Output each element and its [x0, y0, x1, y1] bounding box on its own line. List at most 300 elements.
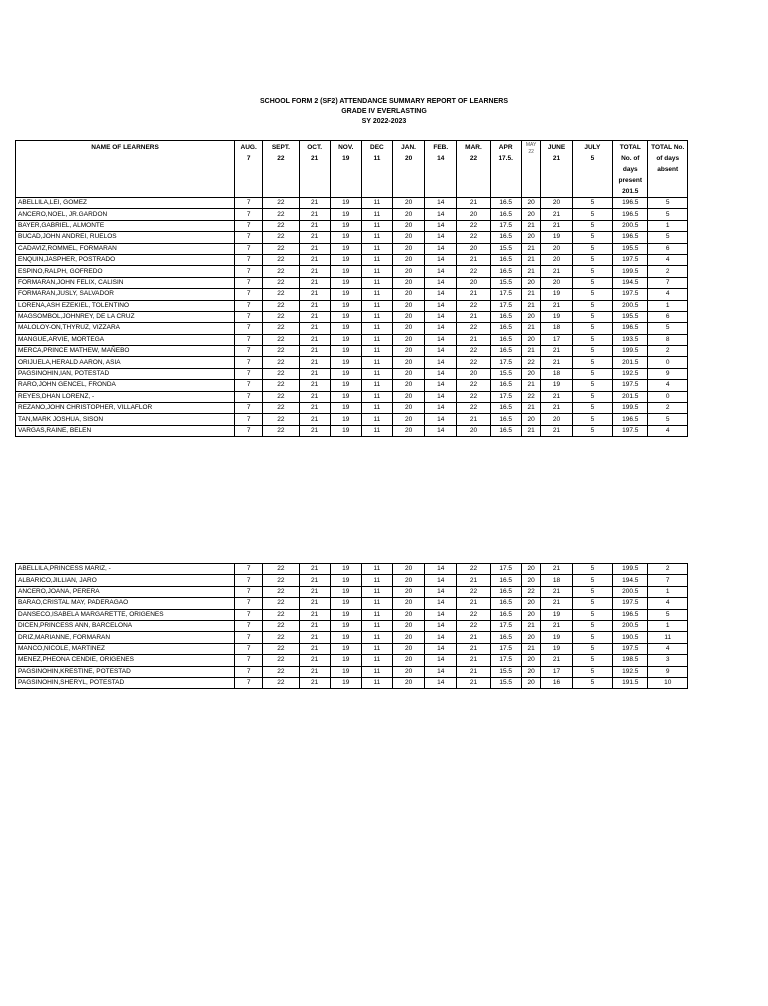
attendance-cell: 7 [235, 243, 263, 254]
attendance-cell: 11 [361, 391, 392, 402]
attendance-cell: 22 [457, 323, 490, 334]
attendance-cell: 21 [299, 403, 330, 414]
attendance-cell: 20 [392, 300, 424, 311]
attendance-cell: 20 [521, 209, 541, 220]
attendance-cell: 5 [572, 323, 613, 334]
attendance-cell: 19 [330, 575, 361, 586]
attendance-cell: 11 [361, 620, 392, 631]
attendance-cell: 22 [263, 598, 299, 609]
attendance-cell: 22 [263, 564, 299, 575]
attendance-cell: 20 [392, 243, 424, 254]
attendance-cell: 11 [648, 632, 688, 643]
attendance-cell: 20 [392, 289, 424, 300]
learner-name: MANGUE,ARVIE, MORTEGA [16, 334, 235, 345]
attendance-cell: 11 [361, 575, 392, 586]
header-sept: SEPT. 22 [263, 141, 299, 198]
attendance-cell: 16.5 [490, 266, 521, 277]
attendance-cell: 4 [648, 425, 688, 436]
attendance-cell: 21 [541, 598, 572, 609]
attendance-cell: 21 [521, 254, 541, 265]
attendance-cell: 17 [541, 334, 572, 345]
attendance-cell: 7 [235, 655, 263, 666]
attendance-cell: 197.5 [613, 380, 648, 391]
learner-name: PAGSINOHIN,KRESTINE, POTESTAD [16, 666, 235, 677]
attendance-cell: 4 [648, 289, 688, 300]
attendance-cell: 17 [541, 666, 572, 677]
attendance-cell: 7 [235, 620, 263, 631]
attendance-cell: 20 [392, 586, 424, 597]
attendance-cell: 0 [648, 357, 688, 368]
attendance-cell: 14 [425, 609, 457, 620]
attendance-cell: 20 [392, 254, 424, 265]
attendance-cell: 20 [392, 266, 424, 277]
attendance-cell: 19 [541, 609, 572, 620]
attendance-cell: 22 [457, 357, 490, 368]
attendance-cell: 21 [521, 300, 541, 311]
attendance-cell: 5 [572, 289, 613, 300]
attendance-cell: 5 [572, 643, 613, 654]
attendance-cell: 19 [330, 266, 361, 277]
attendance-cell: 7 [235, 380, 263, 391]
attendance-cell: 20 [392, 209, 424, 220]
table-row [16, 357, 688, 368]
attendance-cell: 20 [521, 677, 541, 688]
attendance-cell: 21 [299, 289, 330, 300]
attendance-cell: 16.5 [490, 414, 521, 425]
attendance-cell: 14 [425, 266, 457, 277]
attendance-cell: 5 [572, 380, 613, 391]
learner-name: ORIJUELA,HERALD AARON, ASIA [16, 357, 235, 368]
attendance-cell: 195.5 [613, 311, 648, 322]
header-dec: DEC 11 [361, 141, 392, 198]
attendance-cell: 19 [330, 277, 361, 288]
header-total-present: TOTAL No. of days present 201.5 [613, 141, 648, 198]
attendance-cell: 7 [235, 425, 263, 436]
attendance-cell: 21 [521, 323, 541, 334]
attendance-cell: 7 [235, 346, 263, 357]
attendance-cell: 22 [263, 643, 299, 654]
attendance-cell: 22 [263, 368, 299, 379]
header-may: MAY 22 [521, 141, 541, 198]
header-apr: APR 17.5. [490, 141, 521, 198]
attendance-cell: 1 [648, 586, 688, 597]
header-mar: MAR. 22 [457, 141, 490, 198]
attendance-cell: 10 [648, 677, 688, 688]
attendance-cell: 197.5 [613, 254, 648, 265]
attendance-cell: 7 [235, 368, 263, 379]
attendance-cell: 21 [521, 380, 541, 391]
attendance-cell: 16.5 [490, 209, 521, 220]
attendance-cell: 11 [361, 311, 392, 322]
attendance-cell: 19 [330, 243, 361, 254]
learner-name: MANCO,NICOLE, MARTINEZ [16, 643, 235, 654]
attendance-cell: 19 [330, 368, 361, 379]
attendance-cell: 14 [425, 209, 457, 220]
attendance-cell: 201.5 [613, 391, 648, 402]
attendance-cell: 11 [361, 414, 392, 425]
attendance-cell: 22 [521, 586, 541, 597]
attendance-cell: 16.5 [490, 334, 521, 345]
attendance-cell: 17.5 [490, 620, 521, 631]
attendance-cell: 1 [648, 300, 688, 311]
attendance-cell: 22 [457, 564, 490, 575]
attendance-cell: 19 [330, 564, 361, 575]
attendance-cell: 20 [457, 368, 490, 379]
attendance-cell: 20 [392, 391, 424, 402]
attendance-cell: 21 [299, 346, 330, 357]
attendance-cell: 20 [392, 666, 424, 677]
attendance-cell: 14 [425, 357, 457, 368]
attendance-cell: 11 [361, 266, 392, 277]
table-row [16, 425, 688, 436]
attendance-cell: 5 [572, 632, 613, 643]
attendance-cell: 20 [521, 609, 541, 620]
attendance-cell: 11 [361, 323, 392, 334]
attendance-cell: 20 [392, 334, 424, 345]
attendance-cell: 20 [521, 334, 541, 345]
attendance-cell: 22 [263, 586, 299, 597]
attendance-cell: 3 [648, 655, 688, 666]
attendance-cell: 21 [521, 403, 541, 414]
table-row [16, 266, 688, 277]
table-row [16, 643, 688, 654]
attendance-cell: 5 [572, 357, 613, 368]
attendance-cell: 20 [392, 403, 424, 414]
table-row [16, 632, 688, 643]
attendance-cell: 19 [330, 334, 361, 345]
attendance-cell: 19 [330, 414, 361, 425]
attendance-cell: 14 [425, 311, 457, 322]
table-row [16, 289, 688, 300]
attendance-cell: 14 [425, 300, 457, 311]
attendance-cell: 5 [572, 346, 613, 357]
attendance-cell: 22 [263, 575, 299, 586]
attendance-cell: 20 [392, 368, 424, 379]
header-july: JULY 5 [572, 141, 613, 198]
attendance-cell: 21 [541, 346, 572, 357]
attendance-cell: 20 [521, 368, 541, 379]
attendance-cell: 14 [425, 323, 457, 334]
attendance-cell: 11 [361, 300, 392, 311]
learner-name: ABELLILA,PRINCESS MARIZ, - [16, 564, 235, 575]
attendance-cell: 22 [263, 357, 299, 368]
attendance-cell: 11 [361, 677, 392, 688]
attendance-cell: 11 [361, 232, 392, 243]
attendance-cell: 21 [457, 334, 490, 345]
attendance-cell: 16.5 [490, 609, 521, 620]
attendance-cell: 21 [299, 414, 330, 425]
attendance-cell: 5 [648, 414, 688, 425]
attendance-cell: 22 [263, 254, 299, 265]
learner-name: TAN,MARK JOSHUA, SISON [16, 414, 235, 425]
attendance-cell: 19 [330, 632, 361, 643]
attendance-cell: 20 [392, 632, 424, 643]
attendance-cell: 11 [361, 666, 392, 677]
attendance-cell: 20 [392, 323, 424, 334]
attendance-cell: 21 [457, 677, 490, 688]
attendance-cell: 11 [361, 425, 392, 436]
attendance-cell: 22 [457, 586, 490, 597]
attendance-cell: 7 [235, 357, 263, 368]
attendance-cell: 196.5 [613, 323, 648, 334]
attendance-cell: 19 [330, 357, 361, 368]
attendance-cell: 5 [572, 609, 613, 620]
table-row [16, 609, 688, 620]
table-row [16, 323, 688, 334]
attendance-cell: 195.5 [613, 243, 648, 254]
attendance-cell: 22 [263, 655, 299, 666]
attendance-cell: 200.5 [613, 220, 648, 231]
learner-name: ALBARICO,JILLIAN, JARO [16, 575, 235, 586]
attendance-cell: 21 [521, 220, 541, 231]
attendance-cell: 21 [541, 391, 572, 402]
attendance-cell: 7 [235, 586, 263, 597]
attendance-cell: 21 [299, 586, 330, 597]
attendance-cell: 7 [648, 277, 688, 288]
attendance-cell: 7 [235, 391, 263, 402]
attendance-cell: 7 [235, 254, 263, 265]
attendance-cell: 19 [330, 425, 361, 436]
attendance-cell: 21 [457, 198, 490, 209]
attendance-cell: 22 [263, 243, 299, 254]
attendance-cell: 21 [299, 564, 330, 575]
attendance-cell: 5 [572, 220, 613, 231]
attendance-cell: 22 [263, 609, 299, 620]
attendance-cell: 197.5 [613, 643, 648, 654]
attendance-cell: 5 [572, 277, 613, 288]
attendance-cell: 7 [648, 575, 688, 586]
table-row [16, 380, 688, 391]
attendance-cell: 14 [425, 564, 457, 575]
attendance-cell: 14 [425, 243, 457, 254]
attendance-cell: 7 [235, 266, 263, 277]
attendance-cell: 15.5 [490, 666, 521, 677]
attendance-cell: 14 [425, 666, 457, 677]
attendance-cell: 5 [648, 198, 688, 209]
table-row [16, 334, 688, 345]
attendance-cell: 21 [521, 266, 541, 277]
attendance-cell: 19 [330, 311, 361, 322]
attendance-cell: 16.5 [490, 598, 521, 609]
header-oct: OCT. 21 [299, 141, 330, 198]
table-row [16, 598, 688, 609]
attendance-cell: 20 [521, 564, 541, 575]
attendance-cell: 22 [263, 311, 299, 322]
attendance-cell: 19 [541, 311, 572, 322]
report-school-year: SY 2022-2023 [361, 118, 407, 125]
table-row [16, 300, 688, 311]
header-nov: NOV. 19 [330, 141, 361, 198]
learner-name: BUCAD,JOHN ANDREI, RUELOS [16, 232, 235, 243]
attendance-cell: 14 [425, 391, 457, 402]
attendance-cell: 11 [361, 564, 392, 575]
attendance-cell: 14 [425, 368, 457, 379]
attendance-cell: 15.5 [490, 368, 521, 379]
attendance-cell: 19 [330, 232, 361, 243]
learner-name: BARAO,CRISTAL MAY, PADERAGAO [16, 598, 235, 609]
attendance-cell: 5 [572, 232, 613, 243]
attendance-cell: 19 [330, 300, 361, 311]
attendance-cell: 14 [425, 198, 457, 209]
header-name-of-learners: NAME OF LEARNERS [16, 141, 235, 198]
attendance-cell: 11 [361, 586, 392, 597]
attendance-cell: 20 [392, 677, 424, 688]
attendance-cell: 17.5 [490, 391, 521, 402]
attendance-cell: 14 [425, 620, 457, 631]
attendance-cell: 4 [648, 598, 688, 609]
attendance-cell: 7 [235, 198, 263, 209]
attendance-cell: 20 [392, 643, 424, 654]
attendance-cell: 19 [330, 254, 361, 265]
attendance-table-group-1 [15, 140, 688, 437]
attendance-cell: 21 [521, 643, 541, 654]
attendance-cell: 190.5 [613, 632, 648, 643]
attendance-cell: 9 [648, 368, 688, 379]
attendance-cell: 14 [425, 232, 457, 243]
attendance-cell: 19 [330, 403, 361, 414]
table-row [16, 391, 688, 402]
attendance-cell: 22 [457, 391, 490, 402]
attendance-cell: 20 [392, 425, 424, 436]
attendance-cell: 21 [299, 575, 330, 586]
attendance-cell: 21 [541, 266, 572, 277]
table-row [16, 620, 688, 631]
attendance-cell: 19 [541, 289, 572, 300]
attendance-cell: 21 [299, 266, 330, 277]
attendance-cell: 18 [541, 323, 572, 334]
learner-name: DANSECO,ISABELA MARGARETTE, ORIGENES [16, 609, 235, 620]
attendance-cell: 16.5 [490, 198, 521, 209]
learner-name: LORENA,ASH EZEKIEL, TOLENTINO [16, 300, 235, 311]
attendance-cell: 198.5 [613, 655, 648, 666]
learner-name: MERCA,PRINCE MATHEW, MAÑEBO [16, 346, 235, 357]
attendance-cell: 20 [392, 564, 424, 575]
attendance-cell: 20 [541, 198, 572, 209]
learner-name: CADAVIZ,ROMMEL, FORMARAN [16, 243, 235, 254]
attendance-cell: 197.5 [613, 289, 648, 300]
attendance-cell: 22 [263, 414, 299, 425]
attendance-cell: 14 [425, 277, 457, 288]
learner-name: ESPINO,RALPH, GOFREDO [16, 266, 235, 277]
attendance-cell: 16 [541, 677, 572, 688]
attendance-cell: 11 [361, 243, 392, 254]
table-row [16, 220, 688, 231]
attendance-cell: 19 [330, 586, 361, 597]
attendance-cell: 21 [541, 620, 572, 631]
attendance-cell: 14 [425, 254, 457, 265]
table-row [16, 586, 688, 597]
attendance-cell: 21 [299, 198, 330, 209]
attendance-cell: 194.5 [613, 575, 648, 586]
table-row [16, 243, 688, 254]
attendance-cell: 22 [263, 403, 299, 414]
attendance-cell: 200.5 [613, 300, 648, 311]
attendance-cell: 21 [457, 575, 490, 586]
attendance-cell: 21 [457, 655, 490, 666]
attendance-cell: 191.5 [613, 677, 648, 688]
table-row [16, 655, 688, 666]
attendance-cell: 7 [235, 575, 263, 586]
attendance-cell: 11 [361, 198, 392, 209]
attendance-cell: 19 [330, 198, 361, 209]
attendance-cell: 22 [263, 391, 299, 402]
attendance-cell: 5 [572, 666, 613, 677]
attendance-cell: 11 [361, 632, 392, 643]
attendance-cell: 21 [541, 586, 572, 597]
attendance-cell: 4 [648, 254, 688, 265]
attendance-cell: 20 [392, 277, 424, 288]
attendance-cell: 0 [648, 391, 688, 402]
attendance-cell: 11 [361, 277, 392, 288]
report-title: SCHOOL FORM 2 (SF2) ATTENDANCE SUMMARY REPORT OF LEARNERS [260, 98, 508, 105]
attendance-cell: 22 [263, 425, 299, 436]
attendance-cell: 21 [299, 277, 330, 288]
attendance-cell: 20 [521, 655, 541, 666]
attendance-cell: 5 [572, 254, 613, 265]
attendance-cell: 22 [457, 300, 490, 311]
attendance-cell: 20 [521, 414, 541, 425]
attendance-cell: 6 [648, 243, 688, 254]
attendance-cell: 20 [521, 666, 541, 677]
attendance-cell: 4 [648, 380, 688, 391]
attendance-cell: 11 [361, 209, 392, 220]
attendance-cell: 21 [541, 564, 572, 575]
attendance-cell: 22 [263, 220, 299, 231]
attendance-cell: 21 [299, 300, 330, 311]
attendance-cell: 7 [235, 277, 263, 288]
attendance-cell: 21 [521, 346, 541, 357]
attendance-cell: 21 [457, 632, 490, 643]
attendance-cell: 196.5 [613, 209, 648, 220]
attendance-cell: 16.5 [490, 586, 521, 597]
header-june: JUNE 21 [541, 141, 572, 198]
attendance-cell: 11 [361, 254, 392, 265]
attendance-cell: 7 [235, 403, 263, 414]
learner-name: REZANO,JOHN CHRISTOPHER, VILLAFLOR [16, 403, 235, 414]
attendance-cell: 5 [572, 266, 613, 277]
attendance-cell: 14 [425, 334, 457, 345]
learner-name: RARO,JOHN GENCEL, FRONDA [16, 380, 235, 391]
attendance-cell: 14 [425, 598, 457, 609]
attendance-cell: 21 [457, 311, 490, 322]
attendance-cell: 21 [541, 220, 572, 231]
attendance-cell: 20 [392, 346, 424, 357]
attendance-cell: 5 [572, 620, 613, 631]
attendance-cell: 21 [299, 368, 330, 379]
attendance-cell: 20 [392, 198, 424, 209]
learner-name: ENQUIN,JASPHER, POSTRADO [16, 254, 235, 265]
learner-name: DICEN,PRINCESS ANN, BARCELONA [16, 620, 235, 631]
attendance-cell: 21 [457, 643, 490, 654]
attendance-cell: 2 [648, 346, 688, 357]
attendance-cell: 22 [263, 232, 299, 243]
attendance-cell: 20 [392, 232, 424, 243]
attendance-cell: 4 [648, 643, 688, 654]
attendance-cell: 21 [457, 414, 490, 425]
learner-name: ANCERO,JOANA, PERERA [16, 586, 235, 597]
attendance-cell: 22 [263, 632, 299, 643]
attendance-cell: 20 [392, 220, 424, 231]
attendance-cell: 20 [457, 277, 490, 288]
attendance-cell: 7 [235, 311, 263, 322]
attendance-cell: 17.5 [490, 643, 521, 654]
attendance-cell: 20 [521, 277, 541, 288]
attendance-cell: 21 [299, 655, 330, 666]
attendance-cell: 21 [521, 425, 541, 436]
attendance-cell: 14 [425, 289, 457, 300]
attendance-cell: 193.5 [613, 334, 648, 345]
attendance-cell: 199.5 [613, 403, 648, 414]
